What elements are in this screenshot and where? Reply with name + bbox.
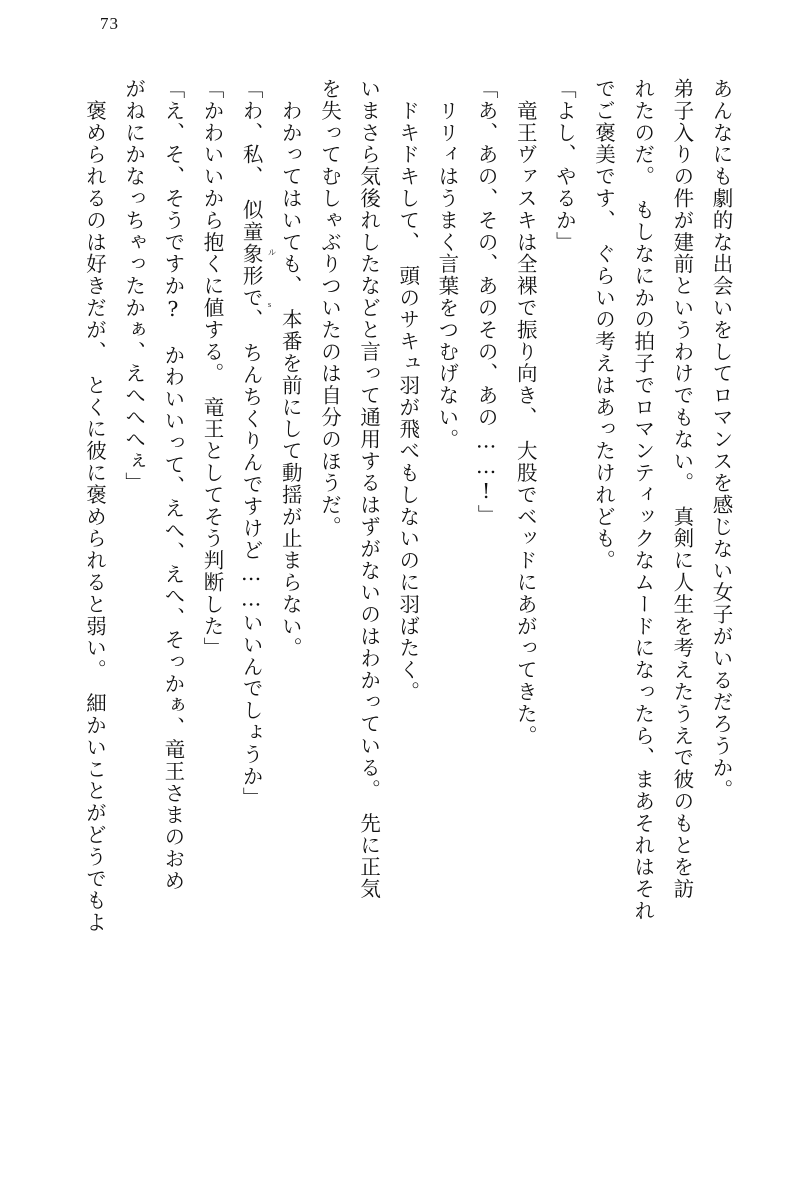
text-column: 竜王ヴァスキは全裸で振り向き、 大股でベッドにあがってきた。 xyxy=(513,78,538,747)
page-number: 73 xyxy=(100,14,119,33)
text-column: を失ってむしゃぶりついたのは自分のほうだ。 xyxy=(317,78,342,538)
text-column: リリィはうまく言葉をつむげない。 xyxy=(434,78,459,451)
vertical-text-body xyxy=(60,78,740,1148)
text-column: 「よし、やるか」 xyxy=(552,78,577,254)
ruby-annotation: s xyxy=(268,300,272,309)
text-column: 「え、そ、そうですか? かわいいって、えへ、えへ、そっかぁ、竜王さまのおめ xyxy=(160,78,185,892)
text-column: ドキドキして、 頭のサキュ羽が飛べもしないのに羽ばたく。 xyxy=(395,78,420,703)
text-column: 褒められるのは好きだが、 とくに彼に褒められると弱い。 細かいことがどうでもよ xyxy=(82,78,107,934)
text-column: あんなにも劇的な出会いをしてロマンスを感じない女子がいるだろうか。 xyxy=(709,78,733,801)
text-column: れたのだ。 もしなにかの拍子でロマンティックなムードになったら、まあそれはそれ xyxy=(630,78,655,922)
text-column: がねにかなっちゃったかぁ、えへへへぇ」 xyxy=(121,78,146,495)
ruby-annotation: ル xyxy=(268,248,276,257)
text-column: 「わ、私、 似童象形で、 ちんちくりんですけど……いいんでしょうか」 xyxy=(239,78,264,810)
text-column: 「あ、あの、その、あのその、あの……!」 xyxy=(474,78,499,527)
text-column: いまさら気後れしたなどと言って通用するはずがないのはわかっている。 先に正気 xyxy=(356,78,381,900)
text-column: 「かわいいから抱くに値する。 竜王としてそう判断した」 xyxy=(199,78,224,660)
text-column: わかってはいても、 本番を前にして動揺が止まらない。 xyxy=(278,78,303,660)
text-column: 弟子入りの件が建前というわけでもない。 真剣に人生を考えたうえで彼のもとを訪 xyxy=(669,78,694,900)
text-column: でご褒美です、 ぐらいの考えはあったけれども。 xyxy=(591,78,616,572)
